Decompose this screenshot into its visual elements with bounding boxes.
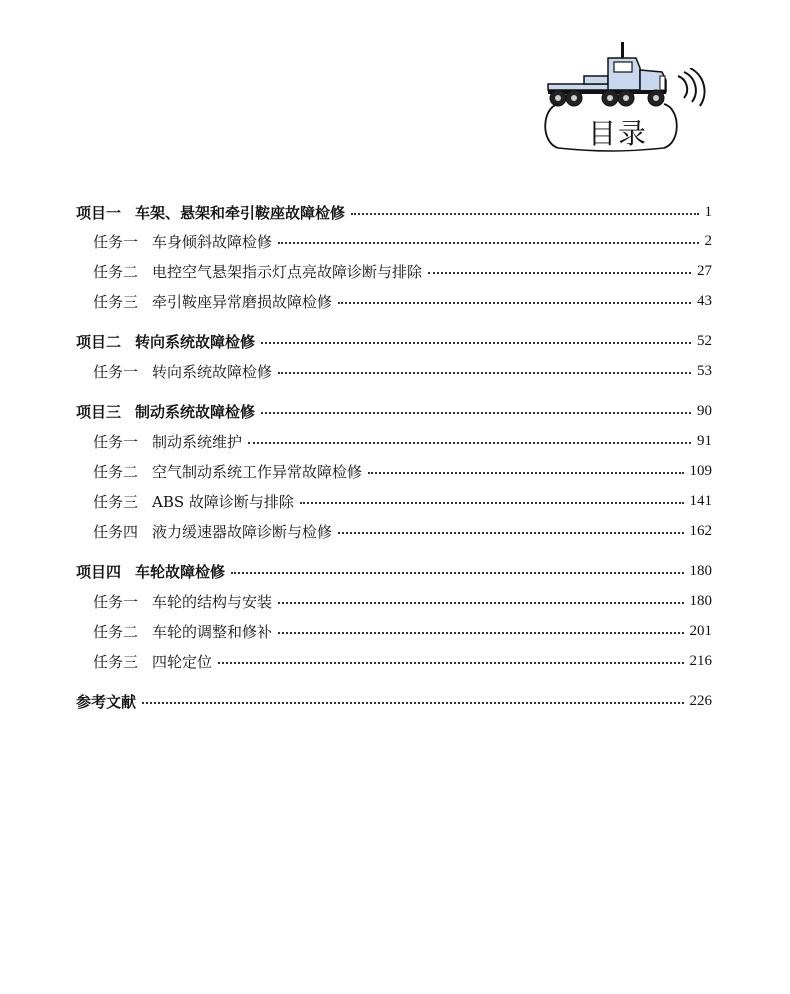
toc-entry-label: 任务四 <box>93 522 139 541</box>
toc-entry-title: 牵引鞍座异常磨损故障检修 <box>152 292 333 311</box>
toc-page-number: 43 <box>697 292 712 309</box>
toc-page-number: 1 <box>704 203 712 220</box>
toc-entry-label: 任务一 <box>93 592 139 611</box>
toc-project-row[interactable] <box>76 200 712 224</box>
toc-page-number: 27 <box>697 262 712 279</box>
toc-entry-label: 任务二 <box>93 262 139 281</box>
toc-entry-title: 转向系统故障检修 <box>135 332 256 351</box>
toc-entry-title: 车轮的结构与安装 <box>152 592 273 611</box>
toc-task-row[interactable] <box>76 649 712 673</box>
toc-page-number: 201 <box>689 622 712 639</box>
toc-entry-title: 车身倾斜故障检修 <box>152 232 273 251</box>
toc-project-row[interactable] <box>76 559 712 583</box>
toc-page-number: 2 <box>704 232 712 249</box>
toc-header <box>536 40 716 160</box>
toc-task-row[interactable] <box>76 229 712 253</box>
toc-entry-title: 空气制动系统工作异常故障检修 <box>152 462 363 481</box>
toc-page-number: 91 <box>697 432 712 449</box>
toc-task-row[interactable] <box>76 459 712 483</box>
dot-leader <box>261 342 691 344</box>
toc-entry-label: 任务一 <box>93 432 139 451</box>
toc-entry-label: 任务三 <box>93 652 139 671</box>
toc-page-number: 109 <box>689 462 712 479</box>
toc-entry-title: 车轮故障检修 <box>135 562 226 581</box>
toc-page-number: 90 <box>697 402 712 419</box>
toc-entry-label: 项目四 <box>76 562 122 581</box>
dot-leader <box>278 242 698 244</box>
dot-leader <box>338 532 683 534</box>
toc-entry-label: 任务二 <box>93 462 139 481</box>
dot-leader <box>351 213 698 215</box>
toc-page-number: 162 <box>689 522 712 539</box>
toc-page-number: 226 <box>689 692 712 709</box>
toc-entry-label: 任务一 <box>93 362 139 381</box>
toc-entry-title: 车架、悬架和牵引鞍座故障检修 <box>135 203 346 222</box>
toc-entry-label: 项目三 <box>76 402 122 421</box>
toc-entry-label: 参考文献 <box>76 692 137 711</box>
toc-entry-title: 制动系统维护 <box>152 432 243 451</box>
dot-leader <box>338 302 691 304</box>
toc-entry-label: 项目二 <box>76 332 122 351</box>
dot-leader <box>278 632 683 634</box>
toc-task-row[interactable] <box>76 429 712 453</box>
toc-task-row[interactable] <box>76 259 712 283</box>
dot-leader <box>428 272 691 274</box>
toc-project-row[interactable] <box>76 689 712 713</box>
toc-project-row[interactable] <box>76 329 712 353</box>
toc-entry-title: 液力缓速器故障诊断与检修 <box>152 522 333 541</box>
toc-page-number: 180 <box>689 592 712 609</box>
toc-project-row[interactable] <box>76 399 712 423</box>
toc-title: 目录 <box>587 117 648 150</box>
toc-page-number: 141 <box>689 492 712 509</box>
toc-task-row[interactable] <box>76 289 712 313</box>
toc-entry-title: 制动系统故障检修 <box>135 402 256 421</box>
toc-entry-title: 车轮的调整和修补 <box>152 622 273 641</box>
dot-leader <box>261 412 691 414</box>
toc-entry-label: 任务三 <box>93 492 139 511</box>
toc-page-number: 52 <box>697 332 712 349</box>
toc-entry-label: 任务二 <box>93 622 139 641</box>
toc-entry-title: 转向系统故障检修 <box>152 362 273 381</box>
toc-entry-label: 任务一 <box>93 232 139 251</box>
toc-page-number: 216 <box>689 652 712 669</box>
dot-leader <box>231 572 683 574</box>
toc-entry-label: 任务三 <box>93 292 139 311</box>
dot-leader <box>278 372 691 374</box>
dot-leader <box>278 602 683 604</box>
toc-entry-title: ABS 故障诊断与排除 <box>152 492 294 511</box>
toc-entry-title: 电控空气悬架指示灯点亮故障诊断与排除 <box>152 262 423 281</box>
toc-task-row[interactable] <box>76 359 712 383</box>
toc-page-number: 53 <box>697 362 712 379</box>
toc-task-row[interactable] <box>76 519 712 543</box>
toc-task-row[interactable] <box>76 589 712 613</box>
dot-leader <box>300 502 684 504</box>
dot-leader <box>142 702 683 704</box>
toc-entry-title: 四轮定位 <box>152 652 213 671</box>
toc-task-row[interactable] <box>76 619 712 643</box>
toc-task-row[interactable] <box>76 489 712 513</box>
toc-entry-label: 项目一 <box>76 203 122 222</box>
dot-leader <box>248 442 691 444</box>
toc-page-number: 180 <box>689 562 712 579</box>
dot-leader <box>368 472 683 474</box>
dot-leader <box>218 662 683 664</box>
